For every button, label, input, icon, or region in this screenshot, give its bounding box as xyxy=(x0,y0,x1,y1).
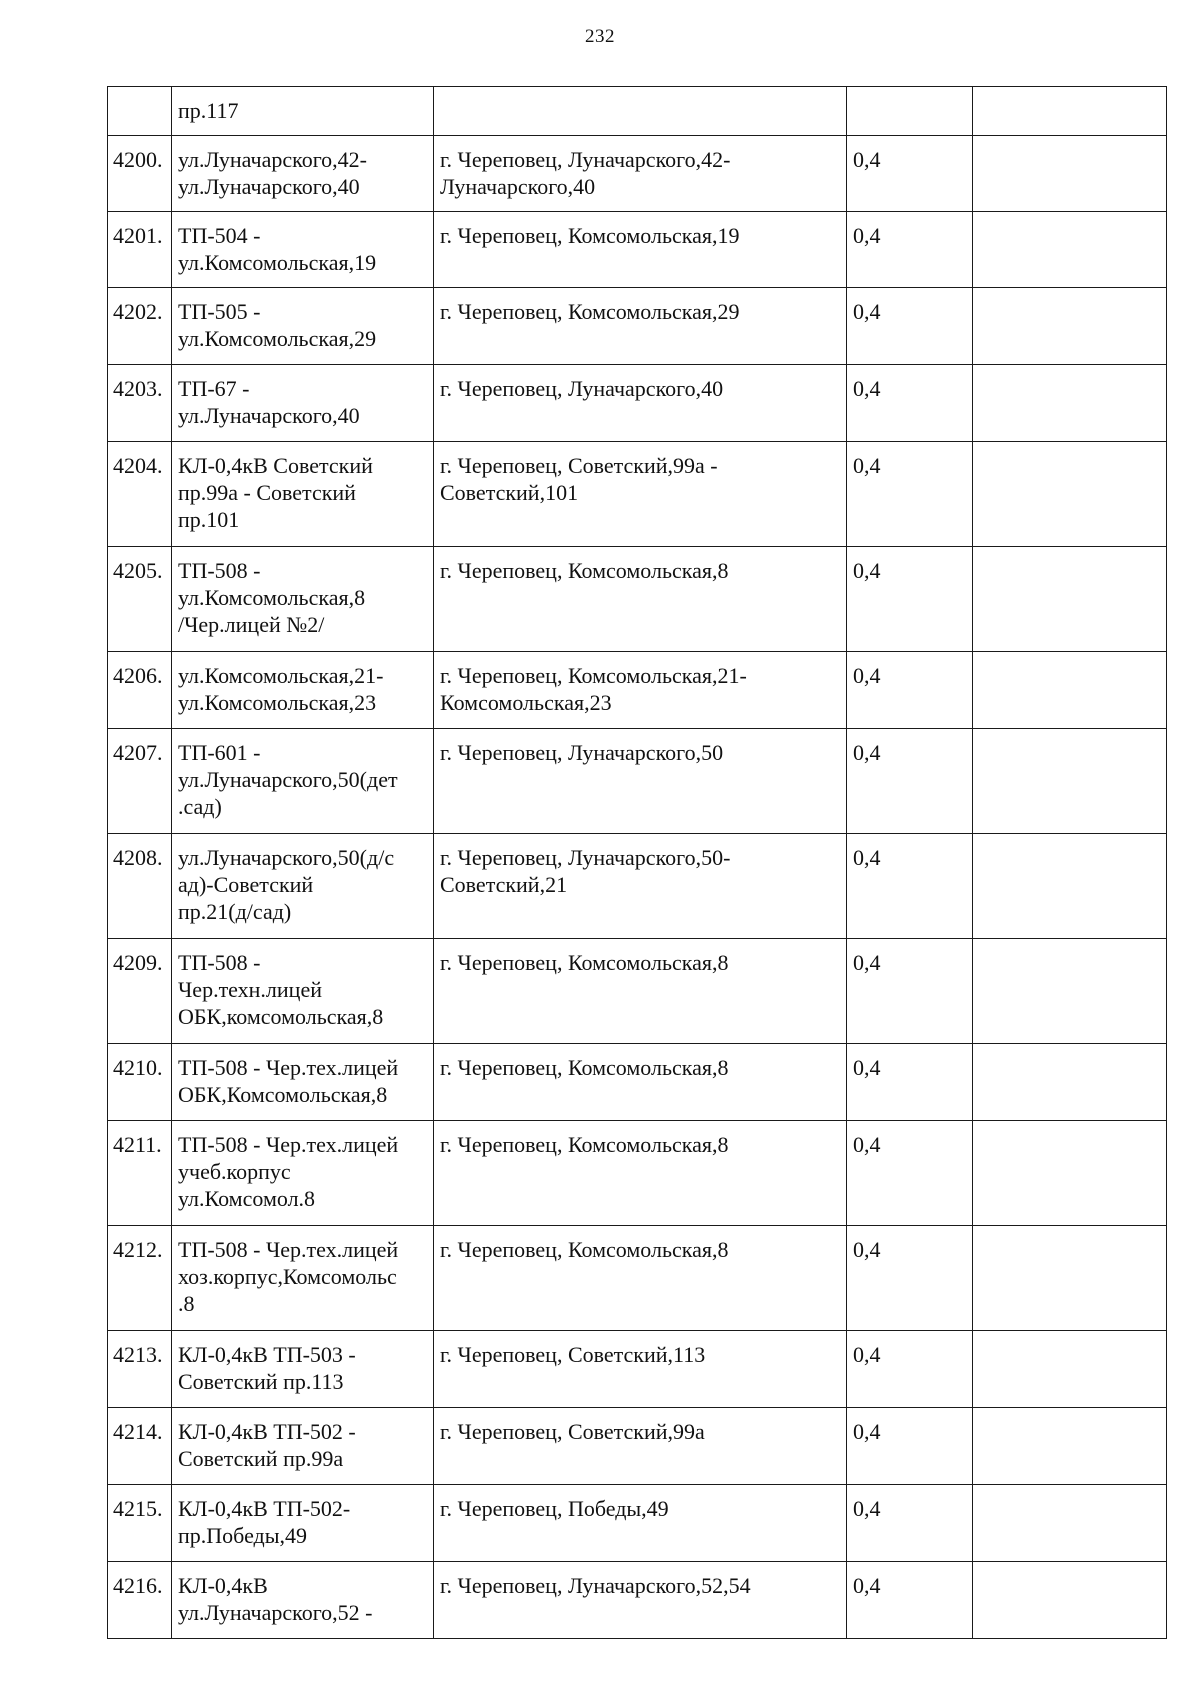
row-number-cell: 4200. xyxy=(108,136,172,212)
row-number-cell: 4213. xyxy=(108,1331,172,1408)
voltage-cell: 0,4 xyxy=(847,834,973,939)
line-name-cell: ТП-508 - ул.Комсомольская,8 /Чер.лицей №2/ xyxy=(172,547,434,652)
address-cell: г. Череповец, Луначарского,50- Советский,21 xyxy=(434,834,847,939)
row-number-cell: 4215. xyxy=(108,1485,172,1562)
address-cell: г. Череповец, Луначарского,50 xyxy=(434,729,847,834)
address-cell: г. Череповец, Комсомольская,8 xyxy=(434,547,847,652)
table-row xyxy=(108,1408,1167,1485)
voltage-cell: 0,4 xyxy=(847,288,973,365)
table-row xyxy=(108,729,1167,834)
extra-cell xyxy=(973,1562,1167,1639)
extra-cell xyxy=(973,652,1167,729)
line-name-cell: ТП-508 - Чер.тех.лицей хоз.корпус,Комсомольс .8 xyxy=(172,1226,434,1331)
table-row xyxy=(108,1226,1167,1331)
extra-cell xyxy=(973,288,1167,365)
voltage-cell: 0,4 xyxy=(847,939,973,1044)
address-cell: г. Череповец, Луначарского,52,54 xyxy=(434,1562,847,1639)
row-number-cell: 4201. xyxy=(108,212,172,288)
table-row xyxy=(108,136,1167,212)
line-name-cell: ТП-508 - Чер.тех.лицей ОБК,Комсомольская,8 xyxy=(172,1044,434,1121)
page-number: 232 xyxy=(585,26,615,47)
table-row xyxy=(108,547,1167,652)
extra-cell xyxy=(973,212,1167,288)
voltage-cell: 0,4 xyxy=(847,442,973,547)
extra-cell xyxy=(973,939,1167,1044)
table-row xyxy=(108,1044,1167,1121)
extra-cell xyxy=(973,87,1167,136)
voltage-cell: 0,4 xyxy=(847,212,973,288)
extra-cell xyxy=(973,1485,1167,1562)
address-cell: г. Череповец, Комсомольская,8 xyxy=(434,1044,847,1121)
row-number-cell: 4208. xyxy=(108,834,172,939)
extra-cell xyxy=(973,1044,1167,1121)
row-number-cell: 4211. xyxy=(108,1121,172,1226)
line-name-cell: КЛ-0,4кВ Советский пр.99а - Советский пр.101 xyxy=(172,442,434,547)
registry-table-body xyxy=(108,87,1167,1639)
row-number-cell: 4216. xyxy=(108,1562,172,1639)
voltage-cell xyxy=(847,87,973,136)
extra-cell xyxy=(973,834,1167,939)
table-row xyxy=(108,1562,1167,1639)
line-name-cell: ТП-505 - ул.Комсомольская,29 xyxy=(172,288,434,365)
address-cell: г. Череповец, Победы,49 xyxy=(434,1485,847,1562)
extra-cell xyxy=(973,1408,1167,1485)
table-row xyxy=(108,834,1167,939)
address-cell xyxy=(434,87,847,136)
table-row xyxy=(108,1121,1167,1226)
extra-cell xyxy=(973,729,1167,834)
line-name-cell: КЛ-0,4кВ ул.Луначарского,52 - xyxy=(172,1562,434,1639)
row-number-cell: 4210. xyxy=(108,1044,172,1121)
line-name-cell: ул.Луначарского,50(д/с ад)-Советский пр.21(д/сад) xyxy=(172,834,434,939)
row-number-cell: 4207. xyxy=(108,729,172,834)
extra-cell xyxy=(973,1226,1167,1331)
extra-cell xyxy=(973,1121,1167,1226)
line-name-cell: пр.117 xyxy=(172,87,434,136)
voltage-cell: 0,4 xyxy=(847,729,973,834)
address-cell: г. Череповец, Комсомольская,21- Комсомольская,23 xyxy=(434,652,847,729)
line-name-cell: ул.Комсомольская,21- ул.Комсомольская,23 xyxy=(172,652,434,729)
line-name-cell: ТП-508 - Чер.техн.лицей ОБК,комсомольская,8 xyxy=(172,939,434,1044)
address-cell: г. Череповец, Комсомольская,19 xyxy=(434,212,847,288)
table-row xyxy=(108,1331,1167,1408)
extra-cell xyxy=(973,1331,1167,1408)
voltage-cell: 0,4 xyxy=(847,1044,973,1121)
voltage-cell: 0,4 xyxy=(847,136,973,212)
voltage-cell: 0,4 xyxy=(847,547,973,652)
address-cell: г. Череповец, Луначарского,42- Луначарского,40 xyxy=(434,136,847,212)
table-row xyxy=(108,212,1167,288)
address-cell: г. Череповец, Советский,99а xyxy=(434,1408,847,1485)
table-row xyxy=(108,1485,1167,1562)
table-row xyxy=(108,442,1167,547)
row-number-cell: 4212. xyxy=(108,1226,172,1331)
extra-cell xyxy=(973,365,1167,442)
line-name-cell: ул.Луначарского,42- ул.Луначарского,40 xyxy=(172,136,434,212)
line-name-cell: ТП-601 - ул.Луначарского,50(дет .сад) xyxy=(172,729,434,834)
line-name-cell: ТП-504 - ул.Комсомольская,19 xyxy=(172,212,434,288)
address-cell: г. Череповец, Советский,113 xyxy=(434,1331,847,1408)
table-row xyxy=(108,288,1167,365)
table-row xyxy=(108,87,1167,136)
line-name-cell: ТП-67 - ул.Луначарского,40 xyxy=(172,365,434,442)
address-cell: г. Череповец, Комсомольская,8 xyxy=(434,1226,847,1331)
row-number-cell: 4214. xyxy=(108,1408,172,1485)
registry-table xyxy=(107,86,1167,1639)
table-row xyxy=(108,939,1167,1044)
extra-cell xyxy=(973,136,1167,212)
address-cell: г. Череповец, Советский,99а - Советский,101 xyxy=(434,442,847,547)
voltage-cell: 0,4 xyxy=(847,1226,973,1331)
line-name-cell: ТП-508 - Чер.тех.лицей учеб.корпус ул.Комсомол.8 xyxy=(172,1121,434,1226)
extra-cell xyxy=(973,442,1167,547)
table-row xyxy=(108,365,1167,442)
voltage-cell: 0,4 xyxy=(847,1121,973,1226)
voltage-cell: 0,4 xyxy=(847,365,973,442)
voltage-cell: 0,4 xyxy=(847,1331,973,1408)
row-number-cell: 4203. xyxy=(108,365,172,442)
row-number-cell: 4206. xyxy=(108,652,172,729)
line-name-cell: КЛ-0,4кВ ТП-502- пр.Победы,49 xyxy=(172,1485,434,1562)
voltage-cell: 0,4 xyxy=(847,1562,973,1639)
voltage-cell: 0,4 xyxy=(847,1408,973,1485)
address-cell: г. Череповец, Луначарского,40 xyxy=(434,365,847,442)
line-name-cell: КЛ-0,4кВ ТП-503 - Советский пр.113 xyxy=(172,1331,434,1408)
row-number-cell: 4204. xyxy=(108,442,172,547)
address-cell: г. Череповец, Комсомольская,8 xyxy=(434,939,847,1044)
voltage-cell: 0,4 xyxy=(847,652,973,729)
line-name-cell: КЛ-0,4кВ ТП-502 - Советский пр.99а xyxy=(172,1408,434,1485)
row-number-cell: 4209. xyxy=(108,939,172,1044)
voltage-cell: 0,4 xyxy=(847,1485,973,1562)
address-cell: г. Череповец, Комсомольская,8 xyxy=(434,1121,847,1226)
address-cell: г. Череповец, Комсомольская,29 xyxy=(434,288,847,365)
row-number-cell xyxy=(108,87,172,136)
table-row xyxy=(108,652,1167,729)
extra-cell xyxy=(973,547,1167,652)
row-number-cell: 4202. xyxy=(108,288,172,365)
row-number-cell: 4205. xyxy=(108,547,172,652)
